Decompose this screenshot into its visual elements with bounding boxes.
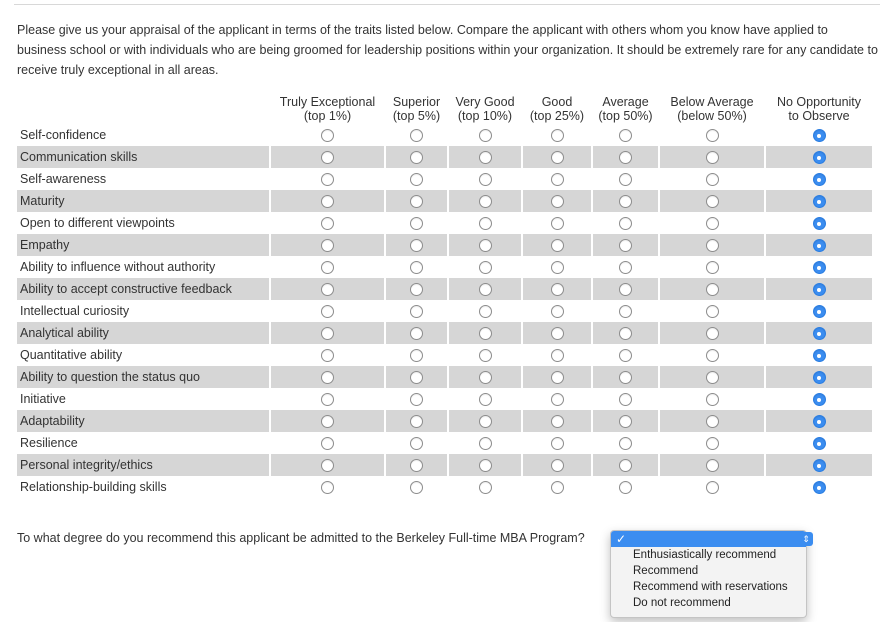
radio-button[interactable] [551,305,564,318]
trait-label: Adaptability [17,410,269,432]
rating-cell [766,454,872,476]
radio-button[interactable] [410,261,423,274]
radio-button[interactable] [321,415,334,428]
rating-cell [449,190,521,212]
rating-cell [660,300,764,322]
radio-button[interactable] [706,173,719,186]
radio-button[interactable] [321,481,334,494]
rating-cell [523,454,591,476]
rating-cell [660,124,764,146]
radio-button[interactable] [410,371,423,384]
rating-cell [766,234,872,256]
rating-cell [660,190,764,212]
rating-cell [593,212,658,234]
radio-button-selected[interactable] [813,283,826,296]
radio-button[interactable] [551,195,564,208]
radio-button[interactable] [321,173,334,186]
trait-row [17,190,872,212]
radio-button[interactable] [551,459,564,472]
rating-cell [660,344,764,366]
rating-cell [271,432,384,454]
rating-cell [271,278,384,300]
rating-cell [271,190,384,212]
rating-cell [386,212,447,234]
radio-button[interactable] [321,393,334,406]
rating-cell [766,146,872,168]
rating-cell [271,344,384,366]
rating-cell [523,212,591,234]
rating-cell [766,278,872,300]
radio-button[interactable] [479,371,492,384]
rating-cell [660,366,764,388]
radio-button[interactable] [410,151,423,164]
recommendation-question: To what degree do you recommend this applicant be admitted to the Berkeley Full-time MBA Program? [17,531,585,545]
radio-button[interactable] [410,393,423,406]
rating-cell [523,410,591,432]
radio-button[interactable] [321,129,334,142]
rating-cell [449,454,521,476]
rating-cell [386,190,447,212]
radio-button-selected[interactable] [813,173,826,186]
radio-button[interactable] [551,393,564,406]
rating-cell [523,476,591,498]
trait-label: Maturity [17,190,269,212]
rating-cell [660,322,764,344]
rating-cell [449,212,521,234]
radio-button[interactable] [706,261,719,274]
rating-cell [271,124,384,146]
radio-button[interactable] [706,239,719,252]
radio-button[interactable] [619,415,632,428]
rating-cell [386,322,447,344]
rating-cell [766,432,872,454]
rating-cell [593,366,658,388]
rating-cell [386,476,447,498]
rating-cell [660,454,764,476]
rating-cell [386,388,447,410]
radio-button[interactable] [479,217,492,230]
column-header: Below Average (below 50%) [670,95,754,123]
rating-cell [386,278,447,300]
radio-button[interactable] [410,129,423,142]
radio-button[interactable] [619,239,632,252]
trait-row [17,322,872,344]
rating-cell [523,278,591,300]
radio-button[interactable] [410,349,423,362]
radio-button[interactable] [619,349,632,362]
rating-cell [523,124,591,146]
rating-cell [660,146,764,168]
radio-button[interactable] [551,217,564,230]
radio-button[interactable] [551,173,564,186]
radio-button[interactable] [410,327,423,340]
radio-button-selected[interactable] [813,415,826,428]
trait-label: Self-confidence [20,128,107,142]
rating-cell [386,168,447,190]
rating-cell [766,168,872,190]
trait-label: Relationship-building skills [20,480,167,494]
radio-button-selected[interactable] [813,437,826,450]
rating-cell [271,234,384,256]
radio-button[interactable] [410,459,423,472]
rating-cell [523,388,591,410]
trait-row [17,278,872,300]
radio-button[interactable] [479,349,492,362]
dropdown-option[interactable]: Do not recommend [633,597,731,609]
radio-button[interactable] [706,283,719,296]
trait-row [17,124,872,146]
radio-button[interactable] [706,151,719,164]
trait-label: Ability to question the status quo [17,366,269,388]
rating-cell [766,212,872,234]
radio-button-selected[interactable] [813,151,826,164]
trait-row [17,256,872,278]
grid-header-row [17,94,872,124]
dropdown-option[interactable]: Recommend [633,565,699,577]
trait-label: Personal integrity/ethics [17,454,269,476]
radio-button[interactable] [479,327,492,340]
rating-cell [660,410,764,432]
radio-button[interactable] [551,151,564,164]
chevron-updown-icon[interactable]: ⇕ [799,532,813,546]
rating-cell [593,168,658,190]
trait-label: Self-awareness [20,172,107,186]
rating-cell [449,124,521,146]
radio-button[interactable] [321,437,334,450]
radio-button[interactable] [479,415,492,428]
rating-cell [523,300,591,322]
radio-button[interactable] [410,173,423,186]
rating-cell [523,146,591,168]
trait-row [17,388,872,410]
rating-cell [449,322,521,344]
radio-button[interactable] [706,129,719,142]
radio-button[interactable] [479,195,492,208]
rating-cell [766,366,872,388]
radio-button[interactable] [619,217,632,230]
rating-cell [271,322,384,344]
radio-button-selected[interactable] [813,371,826,384]
top-divider [14,4,880,5]
recommendation-dropdown-menu[interactable] [610,530,807,618]
radio-button[interactable] [321,283,334,296]
column-header: Superior (top 5%) [392,95,441,123]
radio-button[interactable] [410,195,423,208]
trait-row [17,476,872,498]
radio-button[interactable] [479,437,492,450]
rating-cell [660,278,764,300]
radio-button-selected[interactable] [813,195,826,208]
radio-button[interactable] [619,481,632,494]
rating-cell [766,322,872,344]
radio-button[interactable] [551,239,564,252]
rating-cell [593,300,658,322]
trait-label: Resilience [20,436,78,450]
rating-cell [386,234,447,256]
rating-cell [386,366,447,388]
radio-button[interactable] [479,459,492,472]
radio-button-selected[interactable] [813,459,826,472]
trait-row [17,344,872,366]
radio-button[interactable] [551,481,564,494]
trait-row [17,432,872,454]
rating-cell [271,256,384,278]
rating-cell [449,366,521,388]
column-header: Very Good (top 10%) [455,95,515,123]
trait-label: Ability to accept constructive feedback [17,278,269,300]
rating-cell [660,234,764,256]
radio-button[interactable] [706,195,719,208]
rating-cell [766,300,872,322]
radio-button[interactable] [479,239,492,252]
rating-cell [593,322,658,344]
rating-cell [271,476,384,498]
radio-button[interactable] [619,129,632,142]
trait-row [17,146,872,168]
rating-cell [386,410,447,432]
rating-cell [766,256,872,278]
column-header: Good (top 25%) [529,95,585,123]
radio-button[interactable] [321,349,334,362]
trait-header [17,94,269,124]
rating-cell [449,234,521,256]
radio-button[interactable] [619,305,632,318]
radio-button[interactable] [551,283,564,296]
dropdown-selected-row[interactable] [611,531,806,547]
radio-button[interactable] [619,173,632,186]
radio-button-selected[interactable] [813,349,826,362]
dropdown-option[interactable]: Recommend with reservations [633,581,788,593]
radio-button[interactable] [619,371,632,384]
trait-label: Intellectual curiosity [20,304,130,318]
rating-cell [660,476,764,498]
radio-button[interactable] [321,327,334,340]
radio-button[interactable] [706,327,719,340]
rating-cell [449,168,521,190]
radio-button[interactable] [410,481,423,494]
radio-button[interactable] [479,305,492,318]
rating-cell [271,454,384,476]
radio-button[interactable] [479,393,492,406]
radio-button[interactable] [321,217,334,230]
rating-cell [523,168,591,190]
rating-cell [271,168,384,190]
rating-cell [660,388,764,410]
trait-label: Ability to influence without authority [20,260,216,274]
trait-row [17,234,872,256]
radio-button[interactable] [619,393,632,406]
rating-cell [766,388,872,410]
rating-cell [593,278,658,300]
radio-button[interactable] [551,327,564,340]
rating-cell [523,322,591,344]
rating-cell [386,256,447,278]
radio-button[interactable] [479,129,492,142]
trait-label: Open to different viewpoints [20,216,175,230]
radio-button-selected[interactable] [813,327,826,340]
rating-cell [523,190,591,212]
rating-cell [449,300,521,322]
rating-cell [593,256,658,278]
trait-label: Empathy [17,234,269,256]
radio-button[interactable] [619,459,632,472]
radio-button[interactable] [706,371,719,384]
radio-button[interactable] [479,283,492,296]
rating-cell [449,476,521,498]
rating-cell [766,410,872,432]
radio-button[interactable] [619,437,632,450]
radio-button[interactable] [479,481,492,494]
rating-cell [593,124,658,146]
trait-row [17,410,872,432]
radio-button[interactable] [619,195,632,208]
column-header: No Opportunity to Observe [776,95,862,123]
column-header: Average (top 50%) [598,95,653,123]
rating-cell [449,432,521,454]
rating-cell [386,146,447,168]
column-header: Truly Exceptional (top 1%) [279,95,376,123]
radio-button[interactable] [619,261,632,274]
radio-button[interactable] [410,437,423,450]
trait-row [17,454,872,476]
radio-button-selected[interactable] [813,239,826,252]
radio-button-selected[interactable] [813,217,826,230]
radio-button-selected[interactable] [813,261,826,274]
rating-cell [593,432,658,454]
rating-cell [523,256,591,278]
rating-cell [449,388,521,410]
trait-row [17,212,872,234]
radio-button[interactable] [479,151,492,164]
radio-button[interactable] [706,437,719,450]
rating-cell [660,212,764,234]
rating-cell [593,190,658,212]
rating-cell [449,146,521,168]
radio-button[interactable] [551,437,564,450]
radio-button-selected[interactable] [813,481,826,494]
rating-cell [593,454,658,476]
rating-cell [449,256,521,278]
radio-button[interactable] [619,151,632,164]
radio-button[interactable] [321,305,334,318]
rating-cell [449,278,521,300]
rating-cell [449,344,521,366]
rating-cell [593,388,658,410]
radio-button[interactable] [706,349,719,362]
trait-label: Communication skills [17,146,269,168]
rating-cell [386,432,447,454]
rating-cell [271,388,384,410]
rating-cell [523,234,591,256]
rating-cell [271,410,384,432]
rating-cell [766,124,872,146]
rating-cell [766,476,872,498]
rating-cell [386,454,447,476]
radio-button[interactable] [410,415,423,428]
radio-button[interactable] [706,415,719,428]
radio-button[interactable] [706,459,719,472]
rating-cell [660,168,764,190]
radio-button[interactable] [551,415,564,428]
trait-row [17,366,872,388]
trait-row [17,168,872,190]
rating-cell [386,344,447,366]
radio-button[interactable] [410,217,423,230]
radio-button[interactable] [410,305,423,318]
checkmark-icon: ✓ [616,532,627,546]
rating-cell [593,344,658,366]
radio-button[interactable] [321,459,334,472]
rating-cell [271,300,384,322]
rating-cell [593,146,658,168]
radio-button[interactable] [619,283,632,296]
radio-button-selected[interactable] [813,129,826,142]
rating-cell [523,366,591,388]
radio-button[interactable] [321,371,334,384]
rating-cell [660,256,764,278]
radio-button[interactable] [321,195,334,208]
radio-button[interactable] [321,151,334,164]
radio-button[interactable] [706,481,719,494]
radio-button[interactable] [410,283,423,296]
radio-button[interactable] [479,173,492,186]
rating-cell [660,432,764,454]
radio-button-selected[interactable] [813,393,826,406]
rating-cell [523,344,591,366]
trait-label: Quantitative ability [20,348,123,362]
rating-cell [593,410,658,432]
radio-button[interactable] [619,327,632,340]
radio-button[interactable] [551,349,564,362]
radio-button[interactable] [706,217,719,230]
radio-button[interactable] [706,305,719,318]
radio-button[interactable] [321,261,334,274]
rating-cell [766,344,872,366]
radio-button[interactable] [410,239,423,252]
radio-button[interactable] [321,239,334,252]
radio-button[interactable] [551,371,564,384]
rating-cell [523,432,591,454]
radio-button[interactable] [551,261,564,274]
trait-rating-grid [15,94,874,498]
rating-cell [449,410,521,432]
rating-cell [386,124,447,146]
radio-button-selected[interactable] [813,305,826,318]
rating-cell [766,190,872,212]
rating-cell [271,146,384,168]
rating-cell [271,212,384,234]
radio-button[interactable] [479,261,492,274]
trait-label: Initiative [20,392,66,406]
radio-button[interactable] [551,129,564,142]
trait-label: Analytical ability [17,322,269,344]
rating-cell [593,234,658,256]
rating-cell [593,476,658,498]
rating-cell [386,300,447,322]
rating-cell [271,366,384,388]
dropdown-option[interactable]: Enthusiastically recommend [633,549,777,561]
instructions-text: Please give us your appraisal of the applicant in terms of the traits listed below. Compare the applicant with others whom you know have applied to business school or with individuals who are being groomed for leadership positions within your organization. It should be extremely rare for any candidate to receive truly exceptional in all areas. [17,23,878,77]
radio-button[interactable] [706,393,719,406]
trait-row [17,300,872,322]
